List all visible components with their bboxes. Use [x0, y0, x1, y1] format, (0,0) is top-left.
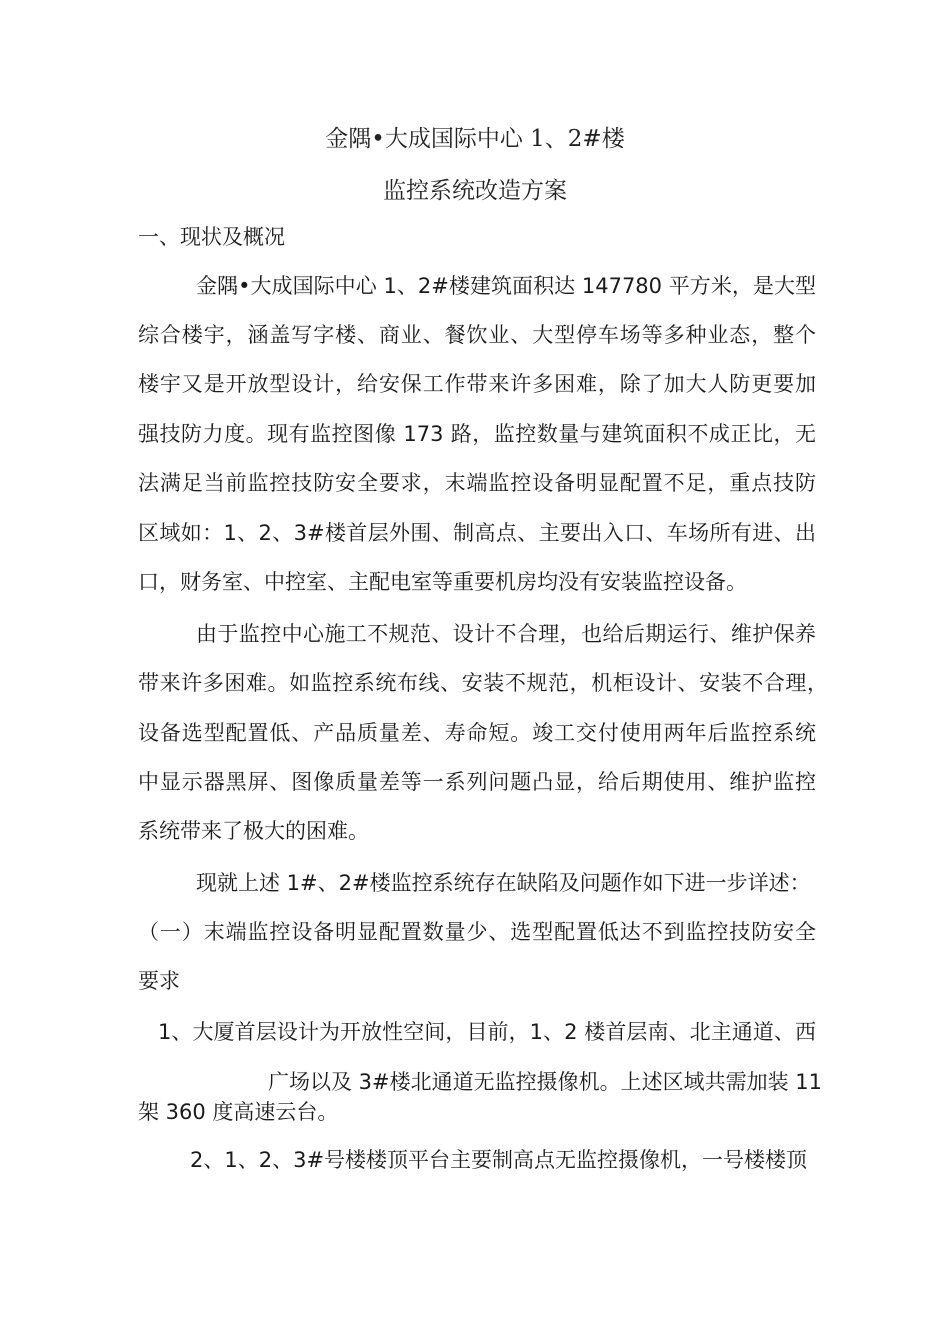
document-subtitle: 监控系统改造方案 — [383, 178, 567, 204]
paragraph-line: 系统带来了极大的困难。 — [138, 819, 369, 843]
paragraph-line: 由于监控中心施工不规范、设计不合理，也给后期运行、维护保养 — [196, 622, 816, 646]
list-item-line: 广场以及 3#楼北通道无监控摄像机。上述区域共需加装 11 — [268, 1070, 823, 1094]
paragraph-line: 带来许多困难。如监控系统布线、安装不规范，机柜设计、安装不合理， — [138, 671, 828, 695]
paragraph-line: 强技防力度。现有监控图像 173 路，监控数量与建筑面积不成正比，无 — [138, 422, 816, 446]
paragraph-line: 法满足当前监控技防安全要求，末端监控设备明显配置不足，重点技防 — [138, 471, 816, 495]
paragraph-line: 设备选型配置低、产品质量差、寿命短。竣工交付使用两年后监控系统 — [138, 721, 816, 745]
list-item-line: 架 360 度高速云台。 — [138, 1100, 339, 1124]
document-title: 金隅•大成国际中心 1、2#楼 — [325, 126, 625, 152]
paragraph-line: 综合楼宇，涵盖写字楼、商业、餐饮业、大型停车场等多种业态，整个 — [138, 323, 816, 347]
paragraph-line: 区域如：1、2、3#楼首层外围、制高点、主要出入口、车场所有进、出 — [138, 521, 816, 545]
paragraph-line: 楼宇又是开放型设计，给安保工作带来许多困难，除了加大人防更要加 — [138, 372, 816, 396]
paragraph-line: 现就上述 1#、2#楼监控系统存在缺陷及问题作如下进一步详述： — [196, 871, 811, 895]
list-item-line: 1、大厦首层设计为开放性空间，目前，1、2 楼首层南、北主通道、西 — [158, 1020, 816, 1044]
paragraph-line: 中显示器黑屏、图像质量差等一系列问题凸显，给后期使用、维护监控 — [138, 770, 816, 794]
subsection-heading: 要求 — [138, 969, 180, 993]
section-heading: 一、现状及概况 — [138, 225, 285, 249]
list-item-line: 2、1、2、3#号楼楼顶平台主要制高点无监控摄像机，一号楼楼顶 — [190, 1148, 808, 1172]
subsection-heading: （一）末端监控设备明显配置数量少、选型配置低达不到监控技防安全 — [138, 920, 816, 944]
paragraph-line: 金隅•大成国际中心 1、2#楼建筑面积达 147780 平方米，是大型 — [196, 274, 816, 298]
paragraph-line: 口，财务室、中控室、主配电室等重要机房均没有安装监控设备。 — [138, 570, 747, 594]
